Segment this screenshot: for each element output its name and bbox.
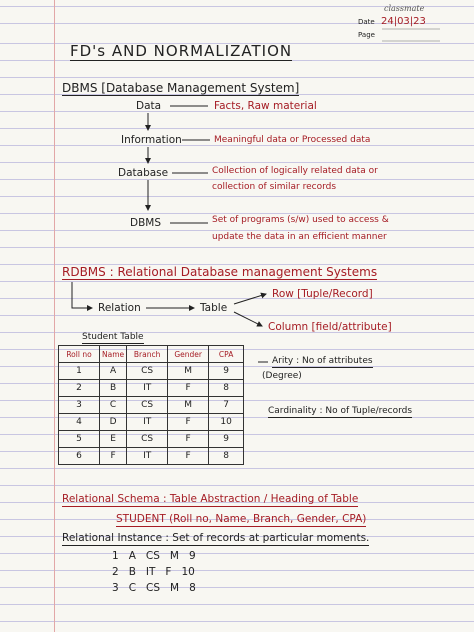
column-header: Branch (127, 346, 168, 363)
table-cell: CS (127, 397, 168, 414)
rdbms-heading: RDBMS : Relational Database management Systems (62, 265, 378, 279)
table-cell: 3 (59, 397, 100, 414)
table-cell: 2 (59, 380, 100, 397)
definition-database-line2: collection of similar records (212, 182, 337, 192)
table-cell: M (168, 397, 209, 414)
definition-data: Facts, Raw material (214, 100, 317, 112)
table-cell: M (168, 363, 209, 380)
table-cell: 9 (209, 431, 244, 448)
degree-note: (Degree) (262, 371, 302, 381)
table-cell: 7 (209, 397, 244, 414)
definition-dbms-line2: update the data in an efficient manner (212, 232, 387, 242)
table-cell: B (100, 380, 127, 397)
table-cell: C (100, 397, 127, 414)
relational-schema-text: Relational Schema : Table Abstraction / Heading of Table (62, 493, 359, 505)
student-table-title: Student Table (82, 332, 144, 342)
table-label: Table (200, 302, 228, 314)
table-cell: F (168, 431, 209, 448)
table-cell: E (100, 431, 127, 448)
definition-information: Meaningful data or Processed data (214, 135, 371, 145)
table-cell: CS (127, 363, 168, 380)
row-label: Row [Tuple/Record] (272, 288, 373, 300)
arrow-table-column (234, 312, 262, 326)
date-label: Date (358, 18, 375, 26)
dbms-heading: DBMS [Database Management System] (62, 81, 300, 95)
table-cell: A (100, 363, 127, 380)
column-label: Column [field/attribute] (268, 321, 392, 333)
column-header: Gender (168, 346, 209, 363)
relational-instance-text: Relational Instance : Set of records at particular moments. (62, 532, 370, 544)
table-cell: 10 (209, 414, 244, 431)
term-information: Information (121, 134, 182, 146)
table-cell: D (100, 414, 127, 431)
column-header: Roll no (59, 346, 100, 363)
student-schema-text: STUDENT (Roll no, Name, Branch, Gender, CPA) (116, 513, 367, 525)
term-dbms: DBMS (130, 217, 162, 229)
table-cell: F (100, 448, 127, 465)
instance-row: 2 B IT F 10 (112, 566, 195, 578)
table-cell: IT (127, 414, 168, 431)
page-label: Page (358, 31, 375, 39)
brand-logo: classmate (384, 4, 425, 13)
table-cell: CS (127, 431, 168, 448)
instance-row: 3 C CS M 8 (112, 582, 196, 594)
table-cell: 8 (209, 448, 244, 465)
instance-row: 1 A CS M 9 (112, 550, 196, 562)
arrow-rdbms-relation (72, 282, 92, 308)
term-data: Data (136, 100, 162, 112)
cardinality-text: Cardinality : No of Tuple/records (268, 406, 413, 416)
table-cell: F (168, 380, 209, 397)
table-cell: 5 (59, 431, 100, 448)
table-cell: F (168, 448, 209, 465)
term-database: Database (118, 167, 169, 179)
arity-text: Arity : No of attributes (272, 356, 373, 366)
date-value: 24|03|23 (380, 16, 426, 27)
table-cell: F (168, 414, 209, 431)
table-cell: IT (127, 380, 168, 397)
definition-dbms-line1: Set of programs (s/w) used to access & (212, 215, 389, 225)
definition-database-line1: Collection of logically related data or (212, 166, 378, 176)
table-cell: 8 (209, 380, 244, 397)
arrow-table-row (234, 294, 266, 304)
table-cell: 1 (59, 363, 100, 380)
relation-label: Relation (98, 302, 141, 314)
page-title: FD's AND NORMALIZATION (70, 42, 293, 60)
column-header: CPA (209, 346, 244, 363)
table-cell: IT (127, 448, 168, 465)
table-cell: 9 (209, 363, 244, 380)
table-cell: 6 (59, 448, 100, 465)
table-cell: 4 (59, 414, 100, 431)
column-header: Name (100, 346, 127, 363)
